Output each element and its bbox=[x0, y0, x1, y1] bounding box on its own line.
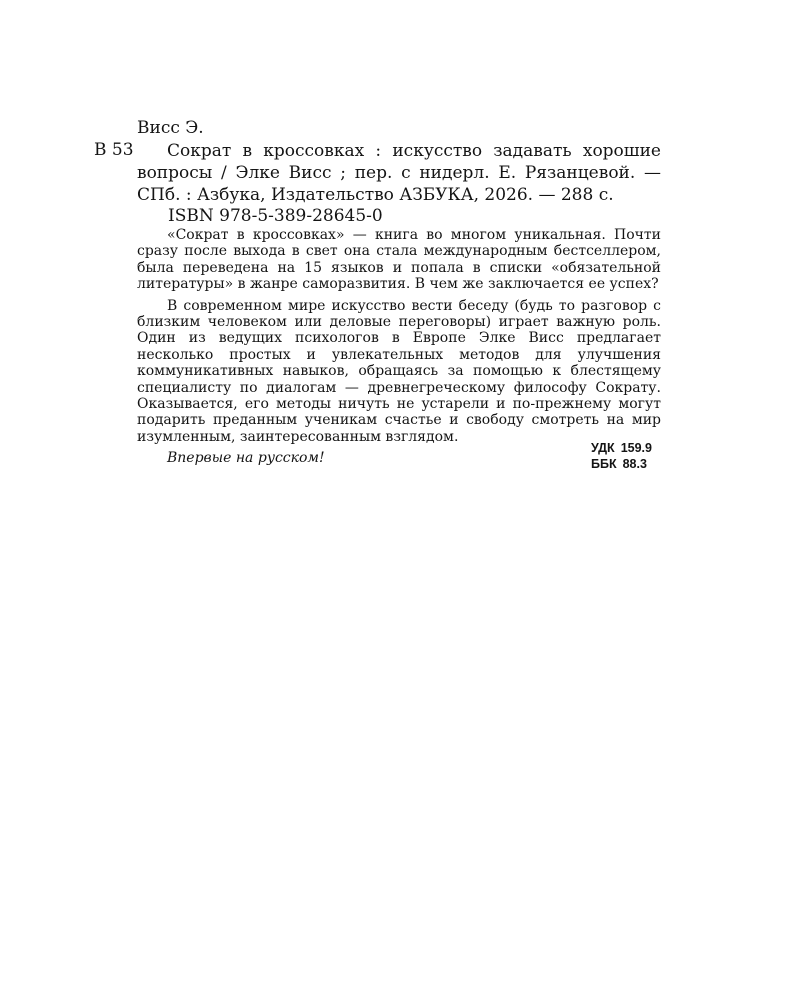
bibliographic-description: Сократ в кроссовках : искусство задавать хорошие вопросы / Элке Висс ; пер. с нидерл. Е. Рязанцевой. — СПб. : Азбука, Издательство АЗБУКА, 2026. — 288 с. bbox=[137, 141, 661, 205]
author-heading: Висс Э. bbox=[137, 118, 204, 138]
isbn: ISBN 978-5-389-28645-0 bbox=[168, 206, 383, 226]
bbk-value: 88.3 bbox=[622, 457, 647, 471]
annotation-paragraph: В современном мире искусство вести беседу (будь то разговор с близким человеком или деловые переговоры) играет важную роль. Один из ведущих психологов в Европе Элке Висс предлагает несколько простых и увлекательных методов для улучшения коммуникативных навыков, обращаясь за помощью к блестящему специалисту по диалогам — древнегреческому философу Сократу. Оказывается, его методы ничуть не устарели и по-прежнему могут подарить преданным ученикам счастье и свободу смотреть на мир изумленным, заинтересованным взглядом. bbox=[137, 297, 661, 445]
bbk-code bbox=[591, 456, 652, 472]
annotation-paragraph: «Сократ в кроссовках» — книга во многом уникальная. Почти сразу после выхода в свет она стала международным бестселлером, была переведена на 15 языков и попала в списки «обязательной литературы» в жанре саморазвития. В чем же заключается ее успех? bbox=[137, 227, 661, 293]
udk-value: 159.9 bbox=[620, 441, 652, 455]
udk-code bbox=[591, 440, 652, 456]
udk-label: УДК bbox=[591, 441, 615, 455]
first-edition-note: Впервые на русском! bbox=[167, 450, 325, 467]
bbk-label: ББК bbox=[591, 457, 617, 471]
annotation bbox=[137, 227, 661, 467]
classification-codes bbox=[591, 440, 652, 472]
author-mark: В 53 bbox=[94, 140, 134, 160]
